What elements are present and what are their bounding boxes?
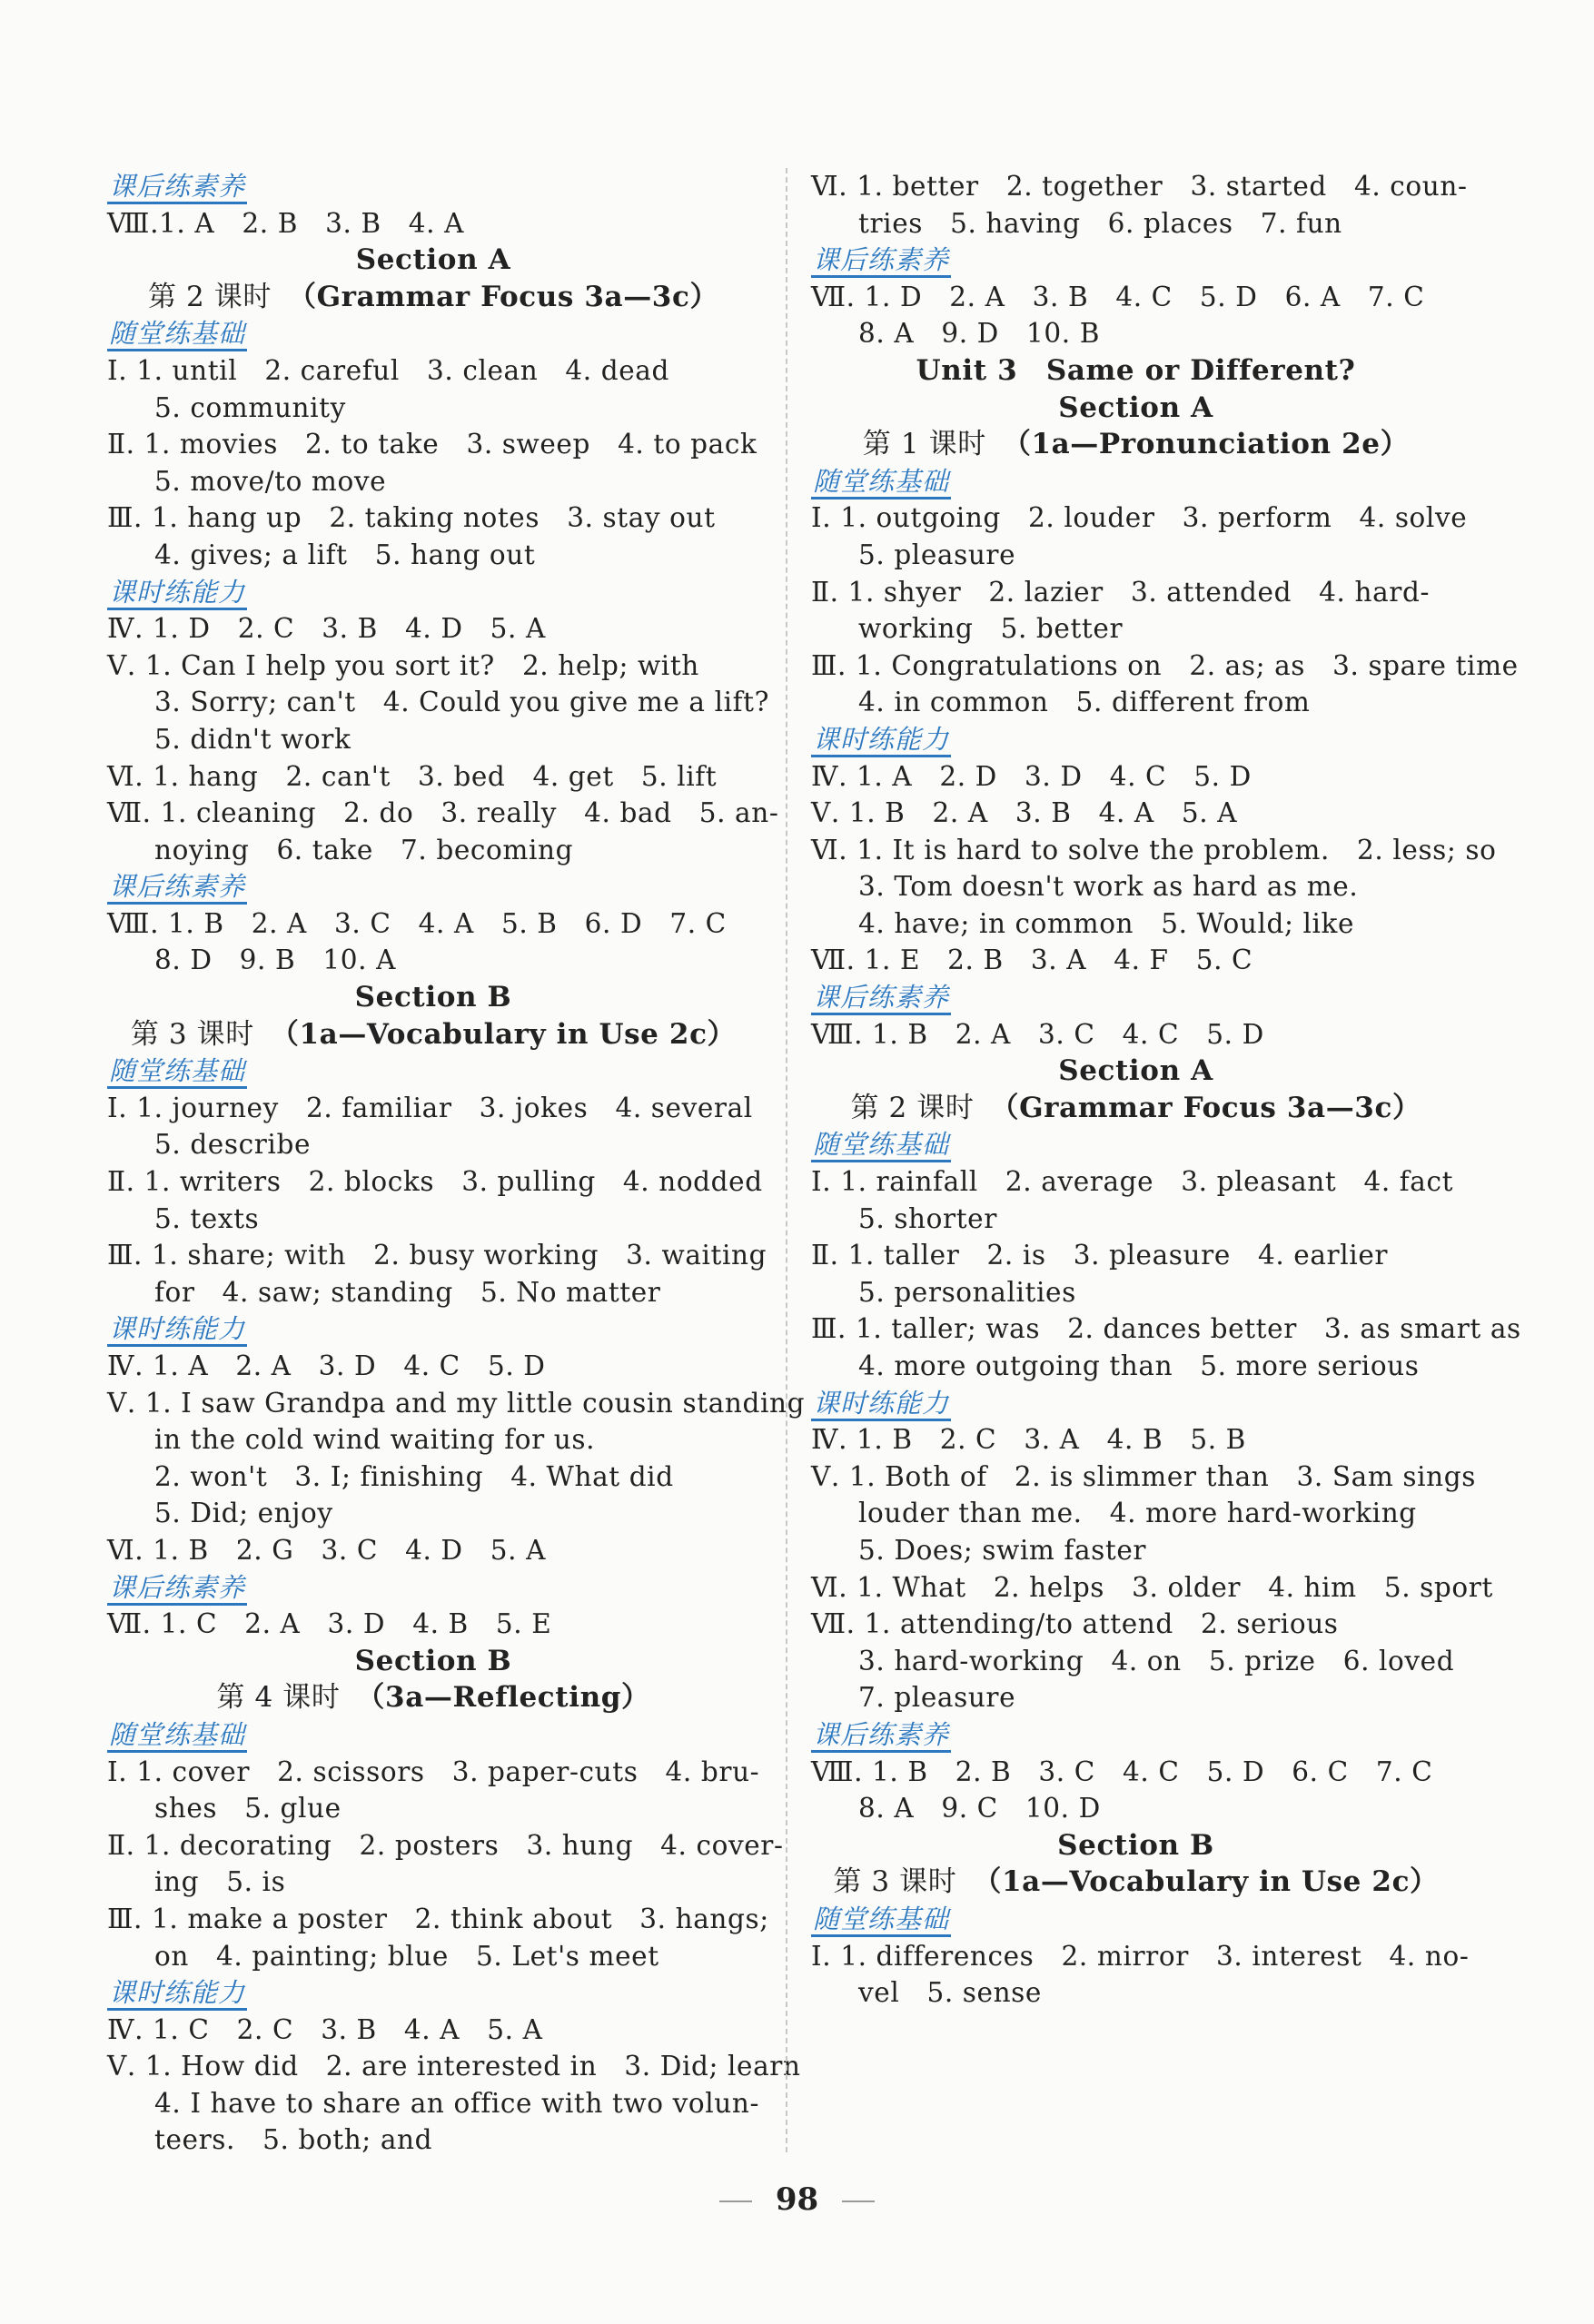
lesson-heading bbox=[107, 279, 759, 316]
lesson-heading bbox=[811, 1864, 1460, 1901]
exercise-category-label bbox=[811, 1901, 1460, 1938]
exercise-category-label bbox=[811, 1385, 1460, 1422]
answer-line-continuation: 5. personalities bbox=[858, 1276, 1076, 1308]
answer-line: Ⅰ. 1. journey 2. familiar 3. jokes 4. several bbox=[107, 1092, 753, 1123]
answer-line-continuation: 8. A 9. C 10. D bbox=[858, 1793, 1101, 1825]
answer-line-continuation: 4. in common 5. different from bbox=[858, 687, 1311, 718]
answer-line-continuation: 5. describe bbox=[154, 1129, 312, 1161]
section-heading: Section B bbox=[354, 981, 512, 1014]
exercise-category-label bbox=[107, 1053, 759, 1090]
answer-line: Ⅲ. 1. make a poster 2. think about 3. hangs; bbox=[107, 1903, 769, 1934]
page-number-text: 98 bbox=[775, 2181, 819, 2218]
answer-line: Ⅷ.1. A 2. B 3. B 4. A bbox=[107, 207, 465, 239]
section-heading: Section B bbox=[354, 1644, 512, 1677]
lesson-number: 第 2 课时 bbox=[147, 280, 272, 313]
answer-line: Ⅶ. 1. D 2. A 3. B 4. C 5. D 6. A 7. C bbox=[811, 281, 1425, 312]
answer-line: Ⅴ. 1. I saw Grandpa and my little cousin standing bbox=[107, 1387, 806, 1419]
exercise-category-label bbox=[107, 1569, 759, 1607]
answer-line-continuation: teers. 5. both; and bbox=[154, 2124, 433, 2156]
exercise-category-label bbox=[107, 315, 759, 352]
answer-line: Ⅶ. 1. C 2. A 3. D 4. B 5. E bbox=[107, 1608, 552, 1640]
answer-line: Ⅴ. 1. B 2. A 3. B 4. A 5. A bbox=[811, 797, 1238, 829]
answer-line-continuation: 7. pleasure bbox=[858, 1682, 1016, 1714]
answer-line-continuation: 4. have; in common 5. Would; like bbox=[858, 907, 1355, 939]
answer-line-continuation: 2. won't 3. I; finishing 4. What did bbox=[154, 1460, 674, 1492]
section-heading: Section A bbox=[1058, 1054, 1213, 1088]
answer-line-continuation: 4. more outgoing than 5. more serious bbox=[858, 1350, 1420, 1381]
lesson-title: （1a—Vocabulary in Use 2c） bbox=[973, 1865, 1439, 1899]
lesson-heading bbox=[811, 1090, 1460, 1127]
category-label-text: 课时练能力 bbox=[107, 577, 247, 610]
answer-line: Ⅶ. 1. cleaning 2. do 3. really 4. bad 5. an- bbox=[107, 797, 779, 829]
answer-line: Ⅵ. 1. better 2. together 3. started 4. coun- bbox=[811, 171, 1468, 202]
page-number-dash-left bbox=[719, 2200, 752, 2202]
answer-line: Ⅱ. 1. movies 2. to take 3. sweep 4. to pack bbox=[107, 429, 757, 460]
exercise-category-label bbox=[811, 463, 1460, 500]
answer-line: Ⅵ. 1. B 2. G 3. C 4. D 5. A bbox=[107, 1534, 547, 1566]
answer-line: Ⅷ. 1. B 2. A 3. C 4. A 5. B 6. D 7. C bbox=[107, 907, 727, 939]
lesson-number: 第 1 课时 bbox=[862, 428, 986, 461]
lesson-number: 第 3 课时 bbox=[130, 1017, 254, 1051]
lesson-number: 第 4 课时 bbox=[216, 1681, 341, 1715]
answer-line: Ⅴ. 1. How did 2. are interested in 3. Did; learn bbox=[107, 2051, 801, 2082]
answer-line: Ⅵ. 1. What 2. helps 3. older 4. him 5. sport bbox=[811, 1571, 1493, 1603]
category-label-text: 随堂练基础 bbox=[107, 1055, 247, 1089]
category-label-text: 课后练素养 bbox=[107, 171, 247, 204]
category-label-text: 随堂练基础 bbox=[811, 1129, 951, 1162]
answer-line: Ⅱ. 1. taller 2. is 3. pleasure 4. earlier bbox=[811, 1240, 1389, 1271]
column-divider bbox=[786, 168, 787, 2152]
section-heading: Section A bbox=[355, 243, 511, 277]
category-label-text: 课时练能力 bbox=[107, 1313, 247, 1347]
lesson-title: （1a—Pronunciation 2e） bbox=[1002, 428, 1410, 461]
answer-line: Ⅱ. 1. writers 2. blocks 3. pulling 4. nodded bbox=[107, 1166, 763, 1198]
answer-line: Ⅱ. 1. shyer 2. lazier 3. attended 4. hard- bbox=[811, 576, 1431, 608]
answer-line-continuation: 4. I have to share an office with two volun- bbox=[154, 2087, 760, 2119]
answer-line: Ⅲ. 1. taller; was 2. dances better 3. as smart as bbox=[811, 1313, 1521, 1345]
answer-line-continuation: louder than me. 4. more hard-working bbox=[858, 1498, 1417, 1529]
category-label-text: 课时练能力 bbox=[811, 724, 951, 757]
answer-line: Ⅰ. 1. outgoing 2. louder 3. perform 4. solve bbox=[811, 502, 1468, 534]
answer-line-continuation: 3. hard-working 4. on 5. prize 6. loved bbox=[858, 1645, 1455, 1676]
answer-line-continuation: 8. A 9. D 10. B bbox=[858, 318, 1100, 350]
answer-line-continuation: vel 5. sense bbox=[858, 1977, 1042, 2009]
category-label-text: 课时练能力 bbox=[811, 1388, 951, 1421]
lesson-number: 第 2 课时 bbox=[850, 1091, 975, 1124]
lesson-title: （3a—Reflecting） bbox=[356, 1681, 650, 1715]
category-label-text: 随堂练基础 bbox=[107, 318, 247, 351]
page-number-dash-right bbox=[842, 2200, 875, 2202]
answer-line: Ⅰ. 1. cover 2. scissors 3. paper-cuts 4. bru- bbox=[107, 1755, 760, 1787]
answer-line: Ⅳ. 1. A 2. D 3. D 4. C 5. D bbox=[811, 760, 1252, 792]
category-label-text: 课时练能力 bbox=[107, 1977, 247, 2011]
answer-line-continuation: 5. move/to move bbox=[154, 465, 387, 497]
answer-line: Ⅴ. 1. Can I help you sort it? 2. help; with bbox=[107, 649, 699, 681]
answer-line-continuation: 5. shorter bbox=[858, 1202, 997, 1234]
answer-line: Ⅵ. 1. hang 2. can't 3. bed 4. get 5. lift bbox=[107, 760, 718, 792]
page-number bbox=[0, 2181, 1594, 2218]
answer-line-continuation: 4. gives; a lift 5. hang out bbox=[154, 539, 536, 570]
category-label-text: 课后练素养 bbox=[811, 1719, 951, 1753]
answer-line: Ⅳ. 1. D 2. C 3. B 4. D 5. A bbox=[107, 613, 546, 645]
answer-line: Ⅲ. 1. hang up 2. taking notes 3. stay out bbox=[107, 502, 716, 534]
exercise-category-label bbox=[107, 868, 759, 905]
answer-line-continuation: 5. texts bbox=[154, 1202, 260, 1234]
exercise-category-label bbox=[811, 1126, 1460, 1163]
exercise-category-label bbox=[107, 1310, 759, 1348]
lesson-heading bbox=[811, 426, 1460, 463]
exercise-category-label bbox=[811, 1716, 1460, 1754]
exercise-category-label bbox=[107, 574, 759, 611]
answer-line-continuation: on 4. painting; blue 5. Let's meet bbox=[154, 1940, 659, 1972]
answer-line: Ⅰ. 1. differences 2. mirror 3. interest 4. no- bbox=[811, 1940, 1470, 1972]
answer-line: Ⅵ. 1. It is hard to solve the problem. 2. less; so bbox=[811, 834, 1497, 865]
category-label-text: 课后练素养 bbox=[811, 244, 951, 278]
exercise-category-label bbox=[107, 1716, 759, 1754]
answer-line-continuation: shes 5. glue bbox=[154, 1793, 342, 1825]
answer-line: Ⅷ. 1. B 2. A 3. C 4. C 5. D bbox=[811, 1018, 1264, 1050]
answer-line-continuation: 3. Tom doesn't work as hard as me. bbox=[858, 871, 1359, 903]
answer-line: Ⅶ. 1. attending/to attend 2. serious bbox=[811, 1608, 1339, 1640]
answer-line-continuation: 5. Did; enjoy bbox=[154, 1498, 333, 1529]
lesson-title: （Grammar Focus 3a—3c） bbox=[990, 1091, 1421, 1124]
answer-line-continuation: 5. Does; swim faster bbox=[858, 1534, 1147, 1566]
answer-line: Ⅷ. 1. B 2. B 3. C 4. C 5. D 6. C 7. C bbox=[811, 1755, 1433, 1787]
exercise-category-label bbox=[811, 242, 1460, 279]
answer-line: Ⅳ. 1. B 2. C 3. A 4. B 5. B bbox=[811, 1424, 1246, 1456]
lesson-number: 第 3 课时 bbox=[833, 1865, 957, 1899]
answer-line: Ⅳ. 1. C 2. C 3. B 4. A 5. A bbox=[107, 2013, 543, 2045]
lesson-title: （Grammar Focus 3a—3c） bbox=[287, 280, 719, 313]
lesson-heading bbox=[107, 1679, 759, 1716]
answer-line: Ⅶ. 1. E 2. B 3. A 4. F 5. C bbox=[811, 944, 1253, 976]
answer-line: Ⅳ. 1. A 2. A 3. D 4. C 5. D bbox=[107, 1350, 546, 1381]
answer-line: Ⅲ. 1. share; with 2. busy working 3. waiting bbox=[107, 1240, 767, 1271]
category-label-text: 课后练素养 bbox=[107, 871, 247, 905]
category-label-text: 随堂练基础 bbox=[811, 1904, 951, 1937]
answer-line: Ⅱ. 1. decorating 2. posters 3. hung 4. cover- bbox=[107, 1829, 784, 1861]
answer-line-continuation: 5. didn't work bbox=[154, 723, 351, 755]
answer-line-continuation: working 5. better bbox=[858, 613, 1124, 645]
answer-line-continuation: 5. community bbox=[154, 391, 346, 423]
answer-line-continuation: ing 5. is bbox=[154, 1866, 286, 1898]
lesson-heading bbox=[107, 1016, 759, 1053]
exercise-category-label bbox=[107, 168, 759, 205]
category-label-text: 随堂练基础 bbox=[811, 466, 951, 499]
lesson-title: （1a—Vocabulary in Use 2c） bbox=[270, 1017, 737, 1051]
answer-line: Ⅰ. 1. rainfall 2. average 3. pleasant 4. fact bbox=[811, 1166, 1454, 1198]
answer-column-left bbox=[107, 168, 806, 2159]
answer-line-continuation: noying 6. take 7. becoming bbox=[154, 834, 574, 865]
answer-line-continuation: for 4. saw; standing 5. No matter bbox=[154, 1276, 661, 1308]
category-label-text: 课后练素养 bbox=[107, 1572, 247, 1606]
exercise-category-label bbox=[107, 1974, 759, 2012]
answer-column-right bbox=[811, 168, 1521, 2012]
answer-line: Ⅰ. 1. until 2. careful 3. clean 4. dead bbox=[107, 354, 669, 386]
answer-line: Ⅴ. 1. Both of 2. is slimmer than 3. Sam sings bbox=[811, 1460, 1477, 1492]
section-heading: Section A bbox=[1058, 391, 1213, 424]
exercise-category-label bbox=[811, 979, 1460, 1016]
answer-line-continuation: in the cold wind waiting for us. bbox=[154, 1424, 596, 1456]
answer-line: Ⅲ. 1. Congratulations on 2. as; as 3. spare time bbox=[811, 649, 1519, 681]
section-heading: Unit 3 Same or Different? bbox=[916, 353, 1356, 387]
category-label-text: 随堂练基础 bbox=[107, 1719, 247, 1753]
answer-line-continuation: tries 5. having 6. places 7. fun bbox=[858, 207, 1342, 239]
section-heading: Section B bbox=[1057, 1828, 1214, 1862]
category-label-text: 课后练素养 bbox=[811, 982, 951, 1015]
answer-line-continuation: 3. Sorry; can't 4. Could you give me a lift? bbox=[154, 687, 770, 718]
answer-line-continuation: 5. pleasure bbox=[858, 539, 1016, 570]
answer-line-continuation: 8. D 9. B 10. A bbox=[154, 944, 396, 976]
exercise-category-label bbox=[811, 721, 1460, 758]
